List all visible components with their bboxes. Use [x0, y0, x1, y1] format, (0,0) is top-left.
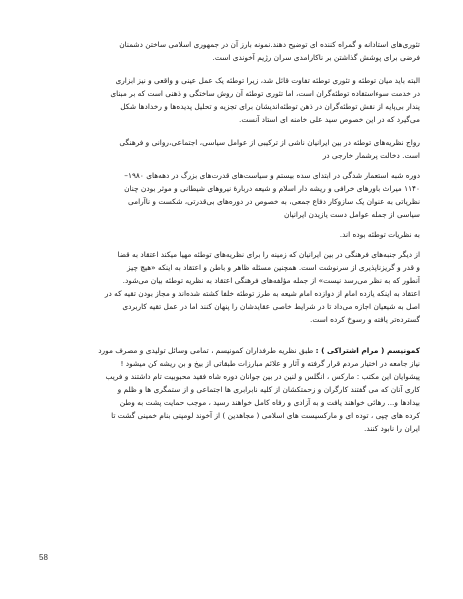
text-line: ایران را نابود کنند. [363, 424, 420, 433]
paragraph-gap [42, 241, 420, 248]
text-line: در خدمت سوءاستفاده توطئه‌گران است، اما تئوری توطئه آن روش ساختگی و ذهنی است که بر مبنای [110, 89, 420, 98]
page-number: 58 [39, 553, 48, 562]
paragraph-gap [42, 126, 420, 136]
paragraph-gap [42, 64, 420, 74]
paragraph-gap [42, 162, 420, 169]
paragraph-2 [42, 74, 420, 126]
text-line: اعتقاد به اینکه یازده امام از دوازده امام شیعه به طرز توطئه خلفا کشته شده‌اند و مجاز بودن تقیه که در [104, 289, 420, 298]
text-line: کرده های چپی ، توده ای و مارکسیست های اسلامی ( مجاهدین ) از آخوند لومپنی بنام خمینی گشت تا [111, 411, 420, 420]
paragraph-gap [42, 326, 420, 344]
text-line: تئوری‌های استادانه و گمراه کننده ای توضیح دهند.نمونه بارز آن در جمهوری اسلامی ساختن دشمنان [119, 40, 420, 49]
section-lead-heading: کمونیسم ( مرام اشتراکی ) : [315, 346, 420, 355]
text-line-with-lead [42, 344, 420, 357]
text-line: ۱۱۴۰ میراث باورهای خرافی و ریشه دار اسلام و شیعه دربارهٔ نیروهای شیطانی و موثر بودن چنان [124, 184, 420, 193]
page-content [42, 38, 420, 435]
text-line: فرضی برای پوشش گذاشتن بر ناکارامدی سران رژیم آخوندی است. [212, 53, 420, 62]
text-line: کاری آنان که می گفتند کارگران و زحمتکشان از کلیه نابرابری ها اجتماعی و از ستمگری ها و ظلم و [117, 385, 420, 394]
paragraph-1 [42, 38, 420, 64]
paragraph-communism [42, 344, 420, 435]
paragraph-6 [42, 248, 420, 326]
text-line: دوره شبه استعمار شدگی در ابتدای سده بیستم و سیاست‌های قدرت‌های بزرگ در دهه‌های ۱۹۸۰– [124, 171, 420, 180]
text-line: طبق نظریه طرفداران کمونیسم ، تمامی وسائل تولیدی و مصرف مورد [98, 346, 316, 355]
paragraph-5 [42, 228, 420, 241]
text-line: بیدادها و... رهائی خواهند یافت و به آزادی و رفاه کامل خواهند رسید ، موجب حمایت پشت به وطن [119, 398, 420, 407]
paragraph-3 [42, 136, 420, 162]
paragraph-gap [42, 221, 420, 228]
text-line: و قدر و گریزناپذیری از سرنوشت است. همچنین مسئله ظاهر و باطن و اعتقاد به اینکه «هیچ چیز [127, 263, 420, 272]
text-line: پندار بی‌پایه از نقش توطئه‌گران در ذهن توطئه‌اندیشان برای تجزیه و تحلیل پدیده‌ها و رخدادها شکل [120, 102, 420, 111]
paragraph-4 [42, 169, 420, 221]
text-line: می‌گیرد که در این خصوص سید علی خامنه ای استاد آنست. [239, 115, 420, 124]
text-line: نیاز جامعه در اختیار مردم قرار گرفته و آثار و علائم مبارزات طبقاتی از بیخ و بن ریشه کن میشود ! [120, 359, 420, 368]
text-line: گسترده‌تر یافته و رسوخ کرده است. [309, 315, 420, 324]
text-line: از دیگر جنبه‌های فرهنگی در بین ایرانیان که زمینه را برای نظریه‌های توطئه مهیا میکند اعتقاد به قضا [117, 250, 420, 259]
text-line: رواج نظریه‌های توطئه در بین ایرانیان ناشی از ترکیبی از عوامل سیاسی، اجتماعی،روانی و فرهنگی [119, 138, 420, 147]
text-line: اصل به شیعیان اجازه می‌داد تا در شرایط خاصی عقایدشان را پنهان کنند اما در عمل تقیه کاربردی [122, 302, 420, 311]
text-line: نظریاتی به عنوان یک سازوکار دفاع جمعی، به خصوص در دوره‌های بی‌قدرتی، شکست و ناآرامی [127, 197, 420, 206]
text-line: پیشوایان این مکتب : مارکس ، انگلس و لنین در بین جوانان دوره شاه فقید محبوبیت تام داشتند و فریب [105, 372, 420, 381]
text-line: آنطور که به نظر می‌رسد نیست» از جمله مؤلفه‌های فرهنگی اعتقاد به نظریه توطئه بیان می‌شود. [122, 276, 420, 285]
text-line: سیاسی از جمله عوامل دست یازیدن ایرانیان [283, 210, 420, 219]
text-line: است. دخالت پرشمار خارجی در [322, 151, 420, 160]
text-line: به نظریات توطئه بوده اند. [339, 230, 420, 239]
text-line: البته باید میان توطئه و تئوری توطئه تفاوت قائل شد، زیرا توطئه یک عمل عینی و واقعی و نیز ابزاری [115, 76, 420, 85]
